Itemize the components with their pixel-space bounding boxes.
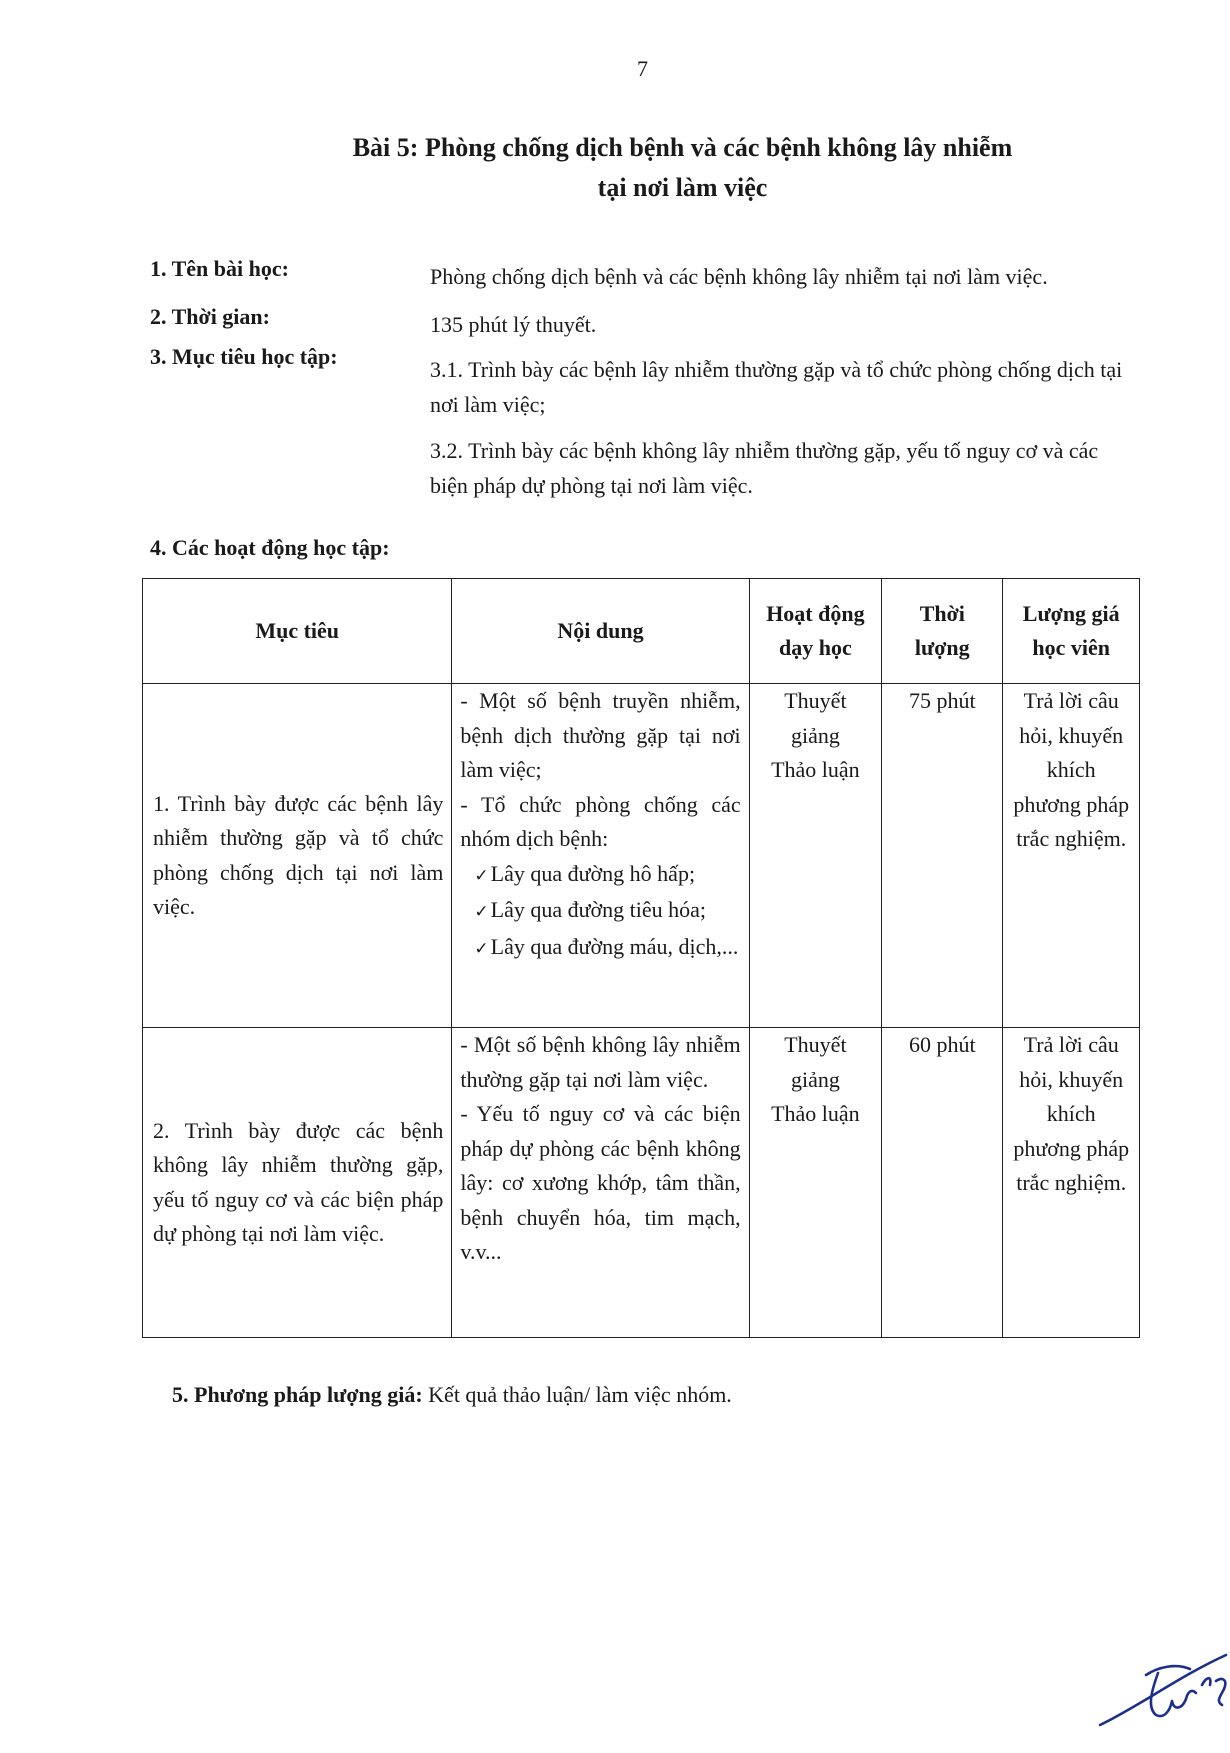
- page-number: 7: [637, 56, 648, 81]
- title-line-2: tại nơi làm việc: [597, 173, 768, 202]
- sub-item: [460, 857, 740, 894]
- evaluation-label: 5. Phương pháp lượng giá:: [172, 1382, 423, 1407]
- header-duration: Thời lượng: [882, 579, 1003, 684]
- sub-item-label: Lây qua đường máu, dịch,...: [490, 933, 739, 959]
- row-method: [749, 1028, 881, 1338]
- row-eval: Trả lời câu hỏi, khuyến khích phương pháp trắc nghiệm.: [1003, 684, 1140, 1028]
- title-line-1: Bài 5: Phòng chống dịch bệnh và các bệnh không lây nhiễm: [352, 133, 1013, 162]
- row-duration: 60 phút: [882, 1028, 1003, 1338]
- method-item: Thuyết giảng: [784, 688, 847, 748]
- time-value: 135 phút lý thuyết.: [430, 312, 597, 337]
- table-header-row: [143, 579, 1140, 684]
- objectives-label: 3. Mục tiêu học tập:: [150, 344, 338, 369]
- method-item: Thuyết giảng: [784, 1032, 847, 1092]
- method-item: Thảo luận: [771, 757, 860, 782]
- sub-item: [460, 893, 740, 930]
- time-label: 2. Thời gian:: [150, 304, 270, 329]
- content-item: - Tổ chức phòng chống các nhóm dịch bệnh:: [460, 791, 741, 851]
- table-row: [143, 684, 1140, 1028]
- row-goal: 2. Trình bày được các bệnh không lây nhiễm thường gặp, yếu tố nguy cơ và các biện pháp dự phòng tại nơi làm việc.: [143, 1028, 452, 1338]
- handwritten-signature: [1098, 1615, 1230, 1735]
- sub-item-label: Lây qua đường hô hấp;: [490, 860, 696, 886]
- lesson-name-label: 1. Tên bài học:: [150, 256, 289, 281]
- objective-1: 3.1. Trình bày các bệnh lây nhiễm thường gặp và tổ chức phòng chống dịch tại nơi làm việc;: [430, 357, 1123, 417]
- activities-label: 4. Các hoạt động học tập:: [150, 535, 390, 560]
- content-item: - Yếu tố nguy cơ và các biện pháp dự phòng các bệnh không lây: cơ xương khớp, tâm thần, bệnh chuyển hóa, tim mạch, v.v...: [460, 1101, 741, 1264]
- header-method: Hoạt động dạy học: [749, 579, 881, 684]
- row-content: [452, 684, 749, 1028]
- activities-table: [142, 578, 1140, 1338]
- check-icon: ✓: [474, 938, 489, 959]
- objective-2: 3.2. Trình bày các bệnh không lây nhiễm thường gặp, yếu tố nguy cơ và các biện pháp dự phòng tại nơi làm việc.: [430, 438, 1099, 498]
- row-eval: Trả lời câu hỏi, khuyến khích phương pháp trắc nghiệm.: [1003, 1028, 1140, 1338]
- table-row: [143, 1028, 1140, 1338]
- lesson-name-value: Phòng chống dịch bệnh và các bệnh không lây nhiễm tại nơi làm việc.: [430, 264, 1048, 289]
- evaluation-value: Kết quả thảo luận/ làm việc nhóm.: [428, 1382, 732, 1407]
- header-goal: Mục tiêu: [143, 579, 452, 684]
- content-item: - Một số bệnh truyền nhiễm, bệnh dịch thường gặp tại nơi làm việc;: [460, 688, 741, 782]
- header-content: Nội dung: [452, 579, 749, 684]
- row-duration: 75 phút: [882, 684, 1003, 1028]
- row-method: [749, 684, 881, 1028]
- row-content: [452, 1028, 749, 1338]
- sub-item: [460, 930, 740, 967]
- check-icon: ✓: [474, 865, 489, 886]
- method-item: Thảo luận: [771, 1101, 860, 1126]
- evaluation-method: [172, 1382, 732, 1408]
- row-goal: 1. Trình bày được các bệnh lây nhiễm thường gặp và tổ chức phòng chống dịch tại nơi làm việc.: [143, 684, 452, 1028]
- check-icon: ✓: [474, 902, 489, 922]
- content-item: - Một số bệnh không lây nhiễm thường gặp tại nơi làm việc.: [460, 1032, 741, 1092]
- header-eval: Lượng giá học viên: [1003, 579, 1140, 684]
- sub-item-label: Lây qua đường tiêu hóa;: [490, 897, 707, 922]
- lesson-title: [0, 128, 1230, 208]
